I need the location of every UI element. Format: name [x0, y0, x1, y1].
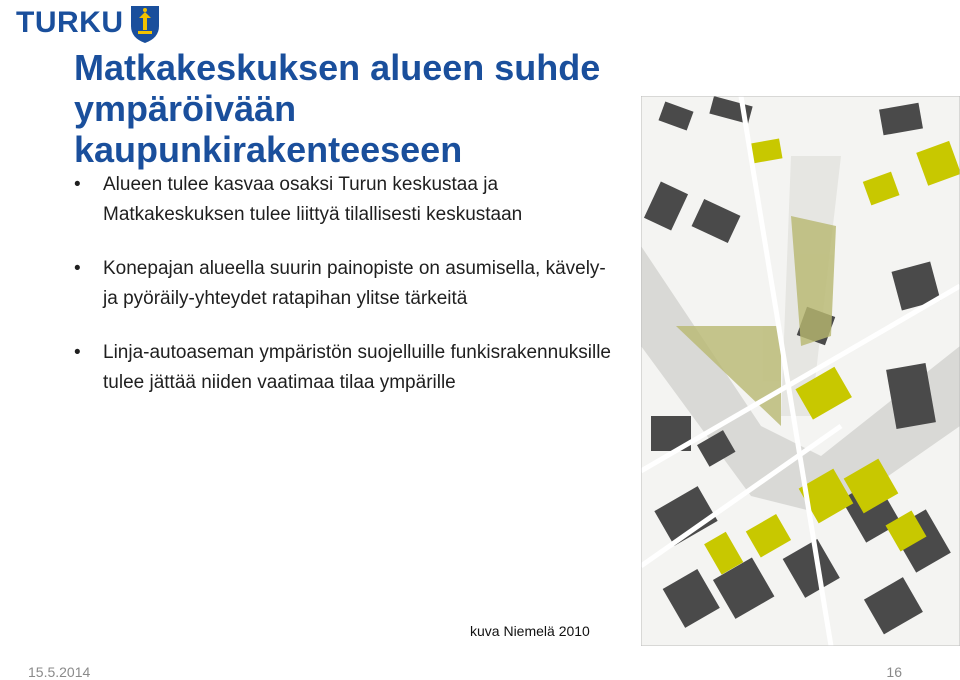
bullet-dot-icon: • — [74, 342, 81, 363]
bullet-item — [74, 338, 614, 398]
bullet-item — [74, 170, 614, 230]
title-line-2: kaupunkirakenteeseen — [74, 129, 463, 170]
bullet-text: Alueen tulee kasvaa osaksi Turun keskustaa ja Matkakeskuksen tulee liittyä tilallisesti keskustaan — [103, 174, 523, 225]
footer-date: 15.5.2014 — [28, 664, 91, 680]
title-line-1: Matkakeskuksen alueen suhde ympäröivään — [74, 47, 601, 129]
turku-crest-icon — [129, 4, 161, 44]
bullet-text: Linja-autoaseman ympäristön suojelluille funkisrakennuksille tulee jättää niiden vaatimaa tilaa ympärille — [103, 342, 611, 393]
turku-logo-text: TURKU — [16, 6, 124, 39]
page-number: 16 — [886, 664, 902, 680]
slide-title — [74, 47, 634, 170]
bullet-dot-icon: • — [74, 258, 81, 279]
bullet-item — [74, 254, 614, 314]
image-credit: kuva Niemelä 2010 — [470, 623, 590, 639]
site-plan-map — [641, 96, 960, 646]
bullet-text: Konepajan alueella suurin painopiste on asumisella, kävely- ja pyöräily-yhteydet ratapihan ylitse tärkeitä — [103, 258, 606, 309]
bullet-dot-icon: • — [74, 174, 81, 195]
bullet-list — [74, 170, 614, 422]
